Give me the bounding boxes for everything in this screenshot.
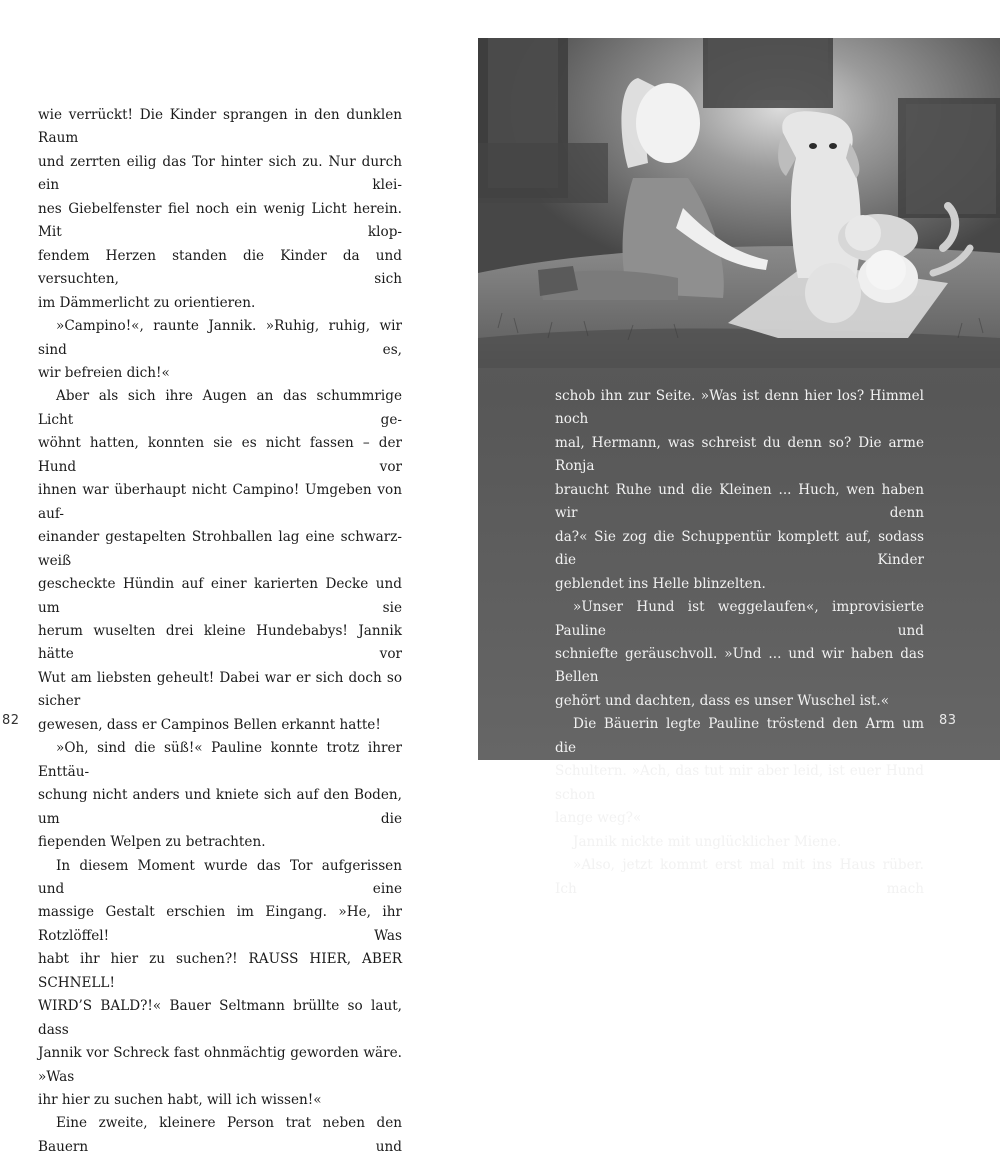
page-number-left: 82	[2, 713, 20, 728]
text-line: gescheckte Hündin auf einer karierten Decke und um sie	[38, 576, 402, 616]
text-line: schung nicht anders und kniete sich auf den Boden, um die	[38, 787, 402, 827]
paragraph	[555, 596, 924, 713]
paragraph	[38, 1112, 402, 1159]
text-line: schniefte geräuschvoll. »Und ... und wir haben das Bellen	[555, 645, 924, 686]
text-line: lange weg?«	[555, 810, 642, 827]
text-line: Jannik nickte mit unglücklicher Miene.	[573, 833, 842, 850]
text-line: In diesem Moment wurde das Tor aufgerissen und eine	[38, 857, 402, 897]
text-line: im Dämmerlicht zu orientieren.	[38, 294, 256, 311]
paragraph	[555, 713, 924, 830]
text-line: Schultern. »Ach, das tut mir aber leid, ist euer Hund schon	[555, 763, 924, 803]
text-line: Wut am liebsten geheult! Dabei war er sich doch so sicher	[38, 669, 402, 710]
text-line: »Unser Hund ist weggelaufen«, improvisierte Pauline und	[555, 599, 924, 639]
paragraph	[555, 831, 924, 854]
right-page	[478, 38, 1000, 897]
right-page-text	[555, 385, 924, 901]
paragraph	[38, 104, 402, 315]
text-line: da?« Sie zog die Schuppentür komplett auf, sodass die Kinder	[555, 528, 924, 569]
text-line: schob ihn zur Seite. »Was ist denn hier los? Himmel noch	[555, 388, 924, 428]
text-line: fiependen Welpen zu betrachten.	[38, 834, 266, 851]
left-page-text	[38, 104, 402, 1159]
text-line: »Also, jetzt kommt erst mal mit ins Haus rüber. Ich mach	[555, 857, 924, 897]
text-line: ihr hier zu suchen habt, will ich wissen!«	[38, 1092, 322, 1109]
text-line: geblendet ins Helle blinzelten.	[555, 575, 766, 592]
paragraph	[38, 385, 402, 737]
text-line: gewesen, dass er Campinos Bellen erkannt hatte!	[38, 716, 381, 733]
text-line: einander gestapelten Strohballen lag eine schwarz-weiß	[38, 529, 402, 569]
paragraph	[555, 854, 924, 901]
text-line: braucht Ruhe und die Kleinen ... Huch, wen haben wir denn	[555, 481, 924, 522]
text-line: Eine zweite, kleinere Person trat neben den Bauern und	[38, 1115, 402, 1155]
text-line: Aber als sich ihre Augen an das schummrige Licht ge-	[38, 388, 402, 428]
paragraph	[38, 315, 402, 385]
text-line: »Campino!«, raunte Jannik. »Ruhig, ruhig, wir sind es,	[38, 318, 402, 358]
text-line: wir befreien dich!«	[38, 364, 170, 381]
text-line: »Oh, sind die süß!« Pauline konnte trotz ihrer Enttäu-	[38, 740, 402, 780]
text-line: und zerrten eilig das Tor hinter sich zu. Nur durch ein klei-	[38, 153, 402, 194]
paragraph	[38, 855, 402, 1113]
page-number-right: 83	[939, 713, 957, 728]
text-line: nes Giebelfenster fiel noch ein wenig Licht herein. Mit klop-	[38, 200, 402, 241]
text-line: mal, Hermann, was schreist du denn so? Die arme Ronja	[555, 434, 924, 475]
text-line: ihnen war überhaupt nicht Campino! Umgeben von auf-	[38, 482, 402, 522]
left-page	[0, 0, 478, 1155]
text-line: habt ihr hier zu suchen?! RAUSS HIER, ABER SCHNELL!	[38, 951, 402, 991]
text-line: herum wuselten drei kleine Hundebabys! Jannik hätte vor	[38, 622, 402, 663]
text-line: gehört und dachten, dass es unser Wuschel ist.«	[555, 692, 890, 709]
text-line: Die Bäuerin legte Pauline tröstend den Arm um die	[555, 716, 924, 756]
text-line: massige Gestalt erschien im Eingang. »He, ihr Rotzlöffel! Was	[38, 904, 402, 944]
text-line: wöhnt hatten, konnten sie es nicht fassen – der Hund vor	[38, 435, 402, 475]
text-line: Jannik vor Schreck fast ohnmächtig geworden wäre. »Was	[38, 1045, 402, 1085]
text-line: WIRD’S BALD?!« Bauer Seltmann brüllte so laut, dass	[38, 998, 402, 1038]
text-line: wie verrückt! Die Kinder sprangen in den dunklen Raum	[38, 107, 402, 147]
paragraph	[38, 737, 402, 854]
text-line: fendem Herzen standen die Kinder da und versuchten, sich	[38, 247, 402, 288]
paragraph	[555, 385, 924, 596]
